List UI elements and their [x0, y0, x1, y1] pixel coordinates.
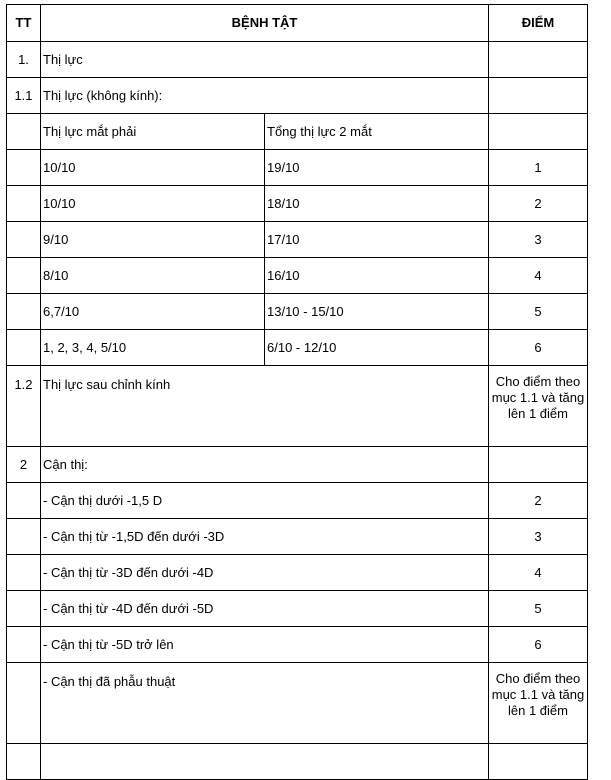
- row-points: 1: [489, 150, 588, 186]
- row-points: 5: [489, 294, 588, 330]
- row-points: 4: [489, 258, 588, 294]
- row-text: Thị lực (không kính):: [41, 78, 489, 114]
- header-disease: BỆNH TẬT: [41, 5, 489, 42]
- row-right: 13/10 - 15/10: [265, 294, 489, 330]
- row-right: 19/10: [265, 150, 489, 186]
- row-points: [489, 42, 588, 78]
- row-left: 1, 2, 3, 4, 5/10: [41, 330, 265, 366]
- row-points: 4: [489, 555, 588, 591]
- row-text: Thị lực: [41, 42, 489, 78]
- row-text: - Cận thị từ -3D đến dưới -4D: [41, 555, 489, 591]
- row-left: 8/10: [41, 258, 265, 294]
- row-left: 9/10: [41, 222, 265, 258]
- table-row: [7, 366, 588, 447]
- header-tt: TT: [7, 5, 41, 42]
- row-points: [489, 744, 588, 780]
- row-text: - Cận thị từ -4D đến dưới -5D: [41, 591, 489, 627]
- table-row: [7, 294, 588, 330]
- header-points: ĐIỂM: [489, 5, 588, 42]
- row-points: 2: [489, 483, 588, 519]
- row-tt: 2: [7, 447, 41, 483]
- row-points: 2: [489, 186, 588, 222]
- table-row: [7, 258, 588, 294]
- row-left: 10/10: [41, 150, 265, 186]
- row-text: - Cận thị từ -1,5D đến dưới -3D: [41, 519, 489, 555]
- row-text: Cận thị:: [41, 447, 489, 483]
- row-right: 16/10: [265, 258, 489, 294]
- table-row: [7, 330, 588, 366]
- row-points: 3: [489, 519, 588, 555]
- row-points: Cho điểm theo mục 1.1 và tăng lên 1 điểm: [489, 366, 588, 447]
- table-row: [7, 114, 588, 150]
- row-tt: [7, 519, 41, 555]
- table-row: [7, 447, 588, 483]
- row-tt: [7, 591, 41, 627]
- table-row: [7, 150, 588, 186]
- row-left: 6,7/10: [41, 294, 265, 330]
- row-tt: [7, 294, 41, 330]
- row-points: [489, 78, 588, 114]
- row-points: 3: [489, 222, 588, 258]
- table-row: [7, 555, 588, 591]
- row-points: [489, 114, 588, 150]
- row-tt: [7, 483, 41, 519]
- row-tt: [7, 258, 41, 294]
- row-tt: [7, 114, 41, 150]
- row-tt: [7, 663, 41, 744]
- row-points: Cho điểm theo mục 1.1 và tăng lên 1 điểm: [489, 663, 588, 744]
- disease-points-table: [6, 4, 588, 780]
- row-left: 10/10: [41, 186, 265, 222]
- row-points: 6: [489, 330, 588, 366]
- row-points: 5: [489, 591, 588, 627]
- table-row: [7, 591, 588, 627]
- row-right: 6/10 - 12/10: [265, 330, 489, 366]
- row-text: - Cận thị đã phẫu thuật: [41, 663, 489, 744]
- header-row: [7, 5, 588, 42]
- row-tt: [7, 555, 41, 591]
- row-left: Thị lực mắt phải: [41, 114, 265, 150]
- row-tt: [7, 150, 41, 186]
- table-row: [7, 186, 588, 222]
- table-row: [7, 663, 588, 744]
- table-row-partial: [7, 744, 588, 780]
- row-right: Tổng thị lực 2 mắt: [265, 114, 489, 150]
- row-right: 18/10: [265, 186, 489, 222]
- table-row: [7, 519, 588, 555]
- row-text: Thị lực sau chỉnh kính: [41, 366, 489, 447]
- table-row: [7, 222, 588, 258]
- row-tt: [7, 627, 41, 663]
- row-tt: 1.: [7, 42, 41, 78]
- row-right: 17/10: [265, 222, 489, 258]
- row-text: - Cận thị dưới -1,5 D: [41, 483, 489, 519]
- row-tt: [7, 744, 41, 780]
- table-row: [7, 42, 588, 78]
- row-tt: [7, 222, 41, 258]
- table-row: [7, 78, 588, 114]
- row-points: 6: [489, 627, 588, 663]
- row-text: - Cận thị từ -5D trở lên: [41, 627, 489, 663]
- row-tt: [7, 186, 41, 222]
- table-row: [7, 483, 588, 519]
- table-row: [7, 627, 588, 663]
- row-tt: [7, 330, 41, 366]
- row-tt: 1.1: [7, 78, 41, 114]
- row-points: [489, 447, 588, 483]
- row-text: [41, 744, 489, 780]
- row-tt: 1.2: [7, 366, 41, 447]
